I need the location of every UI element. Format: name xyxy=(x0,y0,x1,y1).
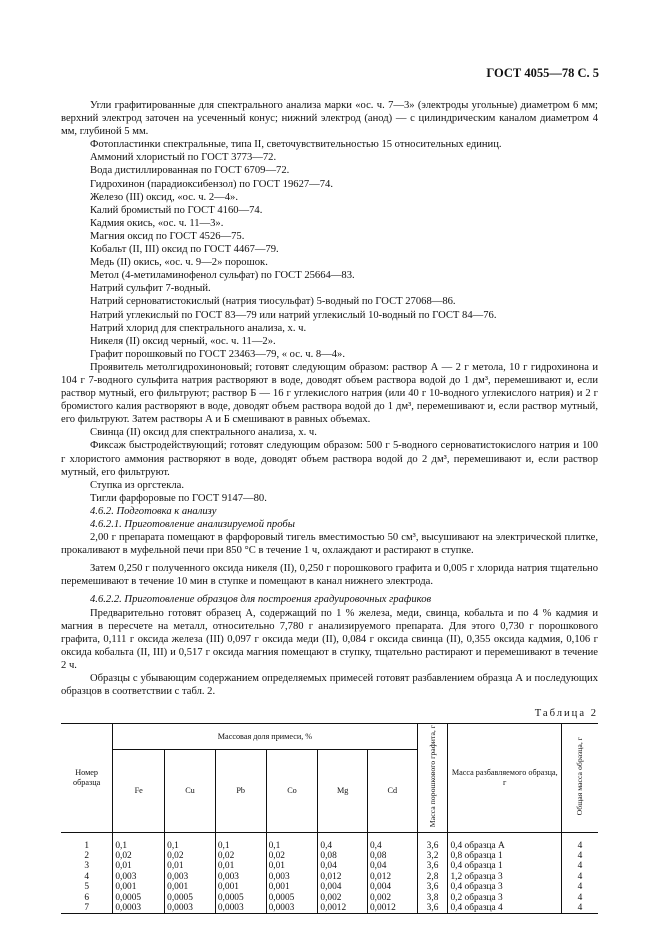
table-cell: 0,0012 xyxy=(367,903,417,914)
table-cell: 0,04 xyxy=(367,861,417,871)
paragraph: Образцы с убывающим содержанием определяемых примесей готовят разбавлением образца А и последующих образцов в соответствии с табл. 2. xyxy=(61,673,598,698)
paragraph: Магния оксид по ГОСТ 4526—75. xyxy=(90,230,245,242)
table-cell: 0,012 xyxy=(318,872,368,882)
table-cell: 0,0003 xyxy=(113,903,165,914)
table-cell: 3,2 xyxy=(417,851,448,861)
paragraph: Железо (III) оксид, «ос. ч. 2—4». xyxy=(90,191,238,203)
table-cell: 3,6 xyxy=(417,832,448,851)
table-cell: 2 xyxy=(84,850,89,861)
table-cell: 0,0005 xyxy=(266,893,318,903)
table-cell: 0,001 xyxy=(215,882,266,892)
table-cell: 0,1 xyxy=(266,832,318,851)
paragraph: Фиксаж быстродействующий; готовят следующим образом: 500 г 5-водного серноватистокислого натрия и 100 г хлористого аммония растворяют в воде, доводят объем раствора водой до 2 дм³, перемешивают и, если раствор мутный, его фильтруют. xyxy=(61,440,598,478)
table-cell: 0,0012 xyxy=(318,903,368,914)
table-cell: 5 xyxy=(84,882,89,893)
table-2 xyxy=(61,723,598,914)
table-row xyxy=(61,882,598,892)
table-row xyxy=(61,832,598,851)
header-graphite-mass: Масса порошкового графита, г xyxy=(417,724,448,832)
page-header: ГОСТ 4055—78 С. 5 xyxy=(486,66,599,80)
table-cell: 3 xyxy=(84,861,89,872)
paragraph: Аммоний хлористый по ГОСТ 3773—72. xyxy=(90,152,277,164)
table-cell: 0,01 xyxy=(215,861,266,871)
paragraph: Никеля (II) оксид черный, «ос. ч. 11—2». xyxy=(90,335,276,347)
table-cell: 0,001 xyxy=(165,882,216,892)
table-cell: 4 xyxy=(562,851,598,861)
paragraph: Фотопластинки спектральные, типа II, светочувствительностью 15 относительных единиц. xyxy=(90,139,502,151)
table-cell: 0,0003 xyxy=(215,903,266,914)
paragraph: Графит порошковый по ГОСТ 23463—79, « ос. ч. 8—4». xyxy=(90,348,345,360)
paragraph: Калий бромистый по ГОСТ 4160—74. xyxy=(90,204,263,216)
table-cell: 0,2 образца 3 xyxy=(448,893,562,903)
table-cell: 0,012 xyxy=(367,872,417,882)
paragraph: Натрий хлорид для спектрального анализа, х. ч. xyxy=(90,322,307,334)
table-row xyxy=(61,903,598,914)
table-cell: 0,003 xyxy=(215,872,266,882)
table-cell: 0,02 xyxy=(113,851,165,861)
table-cell: 3,6 xyxy=(417,861,448,871)
table-cell: 4 xyxy=(84,871,89,882)
paragraph: Кадмия окись, «ос. ч. 11—3». xyxy=(90,217,224,229)
table-cell: 0,1 xyxy=(113,832,165,851)
paragraph: Проявитель метолгидрохиноновый; готовят следующим образом: раствор А — 2 г метола, 10 г гидрохинона и 104 г 7-водного сульфита натрия растворяют в воде, доводят объем раствора водой до 1 дм³, перемешивают и, если раствор мутный, его фильтруют; раствор Б — 16 г углекислого натрия (или 40 г 10-водного углекислого натрия) и 2 г бромистого калия растворяют в воде, доводят объем раствора водой до 1 дм³, перемешивают и, если раствор мутный, его фильтруют. Затем растворы А и Б смешивают в равных объемах. xyxy=(61,361,598,426)
table-cell: 0,001 xyxy=(266,882,318,892)
table-caption: Таблица 2 xyxy=(534,708,598,720)
table-cell: 4 xyxy=(562,832,598,851)
paragraph: 4.6.2.2. Приготовление образцов для построения градуировочных графиков xyxy=(90,594,432,606)
paragraph: Натрий сульфит 7-водный. xyxy=(90,283,211,295)
header-total-mass: Общая масса образца, г xyxy=(562,724,598,832)
paragraph: Ступка из оргстекла. xyxy=(90,479,184,491)
table-cell: 0,0003 xyxy=(165,903,216,914)
paragraph: 4.6.2.1. Приготовление анализируемой пробы xyxy=(90,519,295,530)
table-cell: 0,0005 xyxy=(215,893,266,903)
table-cell: 2,8 xyxy=(417,872,448,882)
table-cell: 0,02 xyxy=(215,851,266,861)
table-cell: 4 xyxy=(562,893,598,903)
table-cell: 0,0005 xyxy=(113,893,165,903)
table-cell: 0,003 xyxy=(113,872,165,882)
table-cell: 1,2 образца 3 xyxy=(448,872,562,882)
table-cell: 4 xyxy=(562,872,598,882)
table-row xyxy=(61,851,598,861)
paragraph: 2,00 г препарата помещают в фарфоровый тигель вместимостью 50 см³, высушивают на электрической плитке, прокаливают в муфельной печи при 850 °С в течение 1 ч, охлаждают и растирают в ступке. xyxy=(61,532,598,557)
table-row xyxy=(61,872,598,882)
header-dilution-mass: Масса разбавляемого образца, г xyxy=(448,724,562,832)
table-cell: 0,004 xyxy=(367,882,417,892)
header-element: Fe xyxy=(113,750,165,832)
table-cell: 0,002 xyxy=(318,893,368,903)
paragraph: Кобальт (II, III) оксид по ГОСТ 4467—79. xyxy=(90,244,279,256)
header-sample-number: Номер образца xyxy=(61,724,113,832)
table-row xyxy=(61,893,598,903)
table-cell: 0,01 xyxy=(113,861,165,871)
table-cell: 1 xyxy=(84,840,89,851)
header-element: Cu xyxy=(165,750,216,832)
paragraph: 4.6.2. Подготовка к анализу xyxy=(90,505,217,517)
table-row xyxy=(61,861,598,871)
table-cell: 0,1 xyxy=(165,832,216,851)
table-cell: 0,003 xyxy=(266,872,318,882)
table-cell: 0,02 xyxy=(266,851,318,861)
table-cell: 0,02 xyxy=(165,851,216,861)
paragraph: Затем 0,250 г полученного оксида никеля (II), 0,250 г порошкового графита и 0,005 г хлорида натрия тщательно перемешивают в течение 10 мин в ступке и помещают в канал нижнего электрода. xyxy=(61,563,598,588)
table-cell: 3,6 xyxy=(417,882,448,892)
table-cell: 0,0005 xyxy=(165,893,216,903)
table-cell: 0,8 образца 1 xyxy=(448,851,562,861)
paragraph: Угли графитированные для спектрального анализа марки «ос. ч. 7—3» (электроды угольные) диаметром 6 мм; верхний электрод заточен на усеченный конус; нижний электрод (анод) — с цилиндрическим каналом диаметром 4 мм, глубиной 5 мм. xyxy=(61,100,598,138)
table-cell: 4 xyxy=(562,903,598,914)
table-cell: 4 xyxy=(562,861,598,871)
table-cell: 0,0003 xyxy=(266,903,318,914)
table-cell: 0,4 образца 1 xyxy=(448,861,562,871)
document-body xyxy=(61,99,598,914)
table-cell: 3,6 xyxy=(417,903,448,914)
table-cell: 0,4 образца 4 xyxy=(448,903,562,914)
table-cell: 0,4 xyxy=(318,832,368,851)
table-cell: 0,08 xyxy=(318,851,368,861)
paragraph: Вода дистиллированная по ГОСТ 6709—72. xyxy=(90,165,290,177)
paragraph: Гидрохинон (парадиоксибензол) по ГОСТ 19627—74. xyxy=(90,178,333,190)
header-element: Cd xyxy=(367,750,417,832)
table-cell: 0,01 xyxy=(266,861,318,871)
table-cell: 0,4 xyxy=(367,832,417,851)
paragraph: Свинца (II) оксид для спектрального анализа, х. ч. xyxy=(90,427,317,439)
table-cell: 0,04 xyxy=(318,861,368,871)
table-cell: 7 xyxy=(61,903,113,914)
table-cell: 0,003 xyxy=(165,872,216,882)
paragraph: Натрий углекислый по ГОСТ 83—79 или натрий углекислый 10-водный по ГОСТ 84—76. xyxy=(90,309,497,321)
header-mass-fraction: Массовая доля примеси, % xyxy=(113,724,417,750)
paragraphs xyxy=(61,99,598,698)
table-cell: 6 xyxy=(84,892,89,903)
table-cell: 0,4 образца А xyxy=(448,832,562,851)
table-cell: 0,002 xyxy=(367,893,417,903)
table-cell: 3,8 xyxy=(417,893,448,903)
table-cell: 4 xyxy=(562,882,598,892)
paragraph: Тигли фарфоровые по ГОСТ 9147—80. xyxy=(90,492,267,504)
paragraph: Метол (4-метиламинофенол сульфат) по ГОСТ 25664—83. xyxy=(90,270,355,282)
header-element: Mg xyxy=(318,750,368,832)
table-cell: 0,4 образца 3 xyxy=(448,882,562,892)
header-element: Pb xyxy=(215,750,266,832)
table-cell: 0,01 xyxy=(165,861,216,871)
paragraph: Предварительно готовят образец А, содержащий по 1 % железа, меди, свинца, кобальта и по 4 % кадмия и магния в пересчете на металл, относительно 7,780 г анализируемого препарата. Для этого 0,730 г порошкового графита, 0,111 г оксида железа (III) 0,097 г оксида меди (II), 0,084 г оксида свинца (II), 0,355 оксида кадмия, 0,106 г оксида кобальта (II, III) и 0,517 г оксида магния помещают в ступку, тщательно растирают и перемешивают в течение 2 ч. xyxy=(61,607,598,671)
table-cell: 0,08 xyxy=(367,851,417,861)
table-cell: 0,001 xyxy=(113,882,165,892)
paragraph: Медь (II) окись, «ос. ч. 9—2» порошок. xyxy=(90,257,268,269)
table-cell: 0,004 xyxy=(318,882,368,892)
table-cell: 0,1 xyxy=(215,832,266,851)
header-element: Co xyxy=(266,750,318,832)
paragraph: Натрий серноватистокислый (натрия тиосульфат) 5-водный по ГОСТ 27068—86. xyxy=(90,296,456,308)
